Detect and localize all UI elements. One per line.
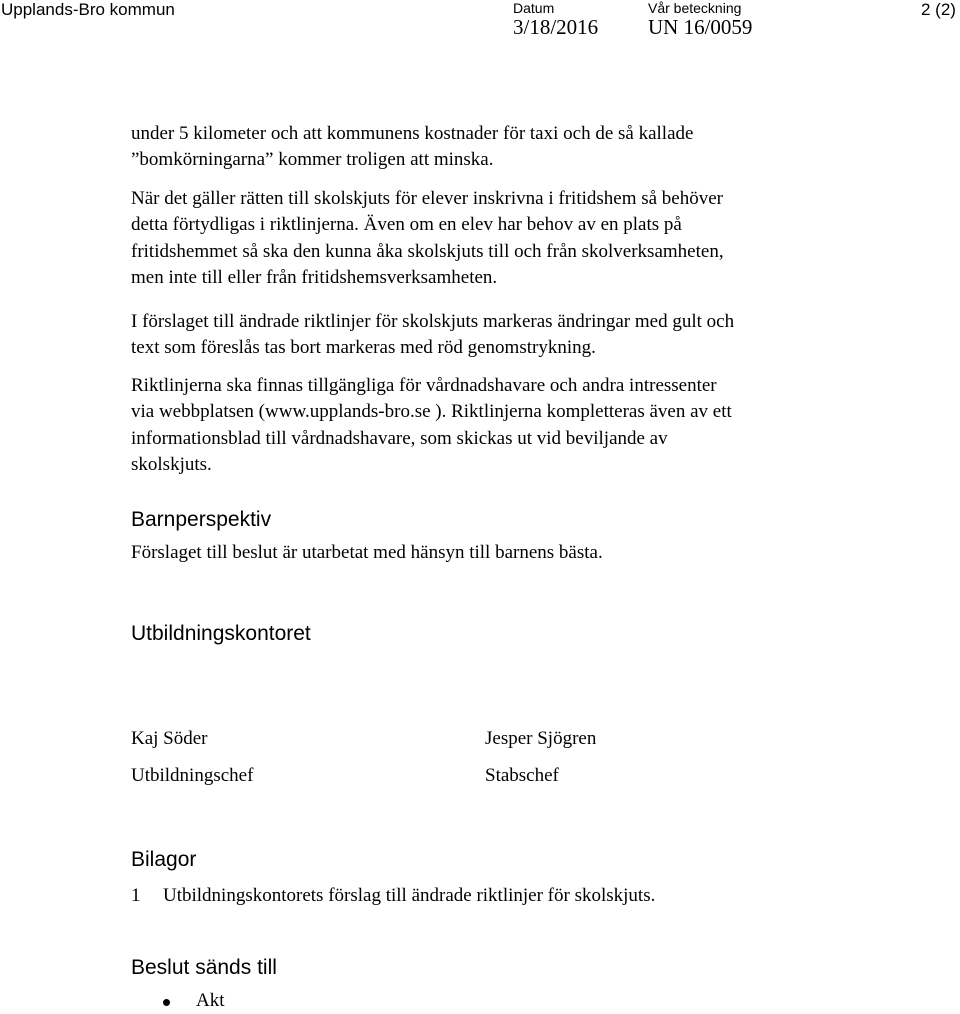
paragraph-line: informationsblad till vårdnadshavare, som skickas ut vid beviljande av [131, 427, 668, 449]
paragraph-forslaget [131, 309, 831, 362]
signature-name: Jesper Sjögren [485, 728, 597, 749]
beslut-heading: Beslut sänds till [131, 956, 277, 979]
barnperspektiv-text: Förslaget till beslut är utarbetat med hänsyn till barnens bästa. [131, 542, 603, 563]
bilagor-heading: Bilagor [131, 848, 197, 871]
paragraph-line: När det gäller rätten till skolskjuts för elever inskrivna i fritidshem så behöver [131, 188, 723, 209]
paragraph-kilometer [131, 121, 831, 174]
paragraph-line: under 5 kilometer och att kommunens kostnader för taxi och de så kallade [131, 123, 694, 144]
paragraph-line: via webbplatsen (www.upplands-bro.se ). Riktlinjerna kompletteras även av ett [131, 401, 732, 423]
paragraph-line: I förslaget till ändrade riktlinjer för skolskjuts markeras ändringar med gult och [131, 311, 735, 332]
paragraph-line: men inte till eller från fritidshemsverksamheten. [131, 267, 498, 289]
signature-title: Stabschef [485, 765, 559, 786]
signature-title: Utbildningschef [131, 765, 254, 786]
paragraph-line: skolskjuts. [131, 454, 212, 476]
attachment-number: 1 [131, 885, 141, 906]
page-number: 2 (2) [921, 0, 956, 19]
reference-value: UN 16/0059 [648, 15, 753, 39]
date-label: Datum [513, 0, 555, 16]
signature-name: Kaj Söder [131, 728, 208, 749]
paragraph-line: text som föreslås tas bort markeras med röd genomstrykning. [131, 337, 596, 359]
bullet-icon [163, 999, 170, 1006]
paragraph-fritidshem [131, 186, 831, 292]
paragraph-riktlinjerna [131, 373, 831, 479]
paragraph-line: Riktlinjerna ska finnas tillgängliga för vårdnadshavare och andra intressenter [131, 375, 717, 396]
paragraph-line: ”bomkörningarna” kommer troligen att minska. [131, 149, 494, 171]
barnperspektiv-heading: Barnperspektiv [131, 508, 272, 531]
recipient-item: Akt [196, 990, 225, 1011]
reference-label: Vår beteckning [648, 0, 742, 16]
date-value: 3/18/2016 [513, 15, 599, 39]
attachment-text: Utbildningskontorets förslag till ändrade riktlinjer för skolskjuts. [163, 885, 656, 906]
paragraph-line: fritidshemmet så ska den kunna åka skolskjuts till och från skolverksamheten, [131, 240, 724, 262]
organization-name: Upplands-Bro kommun [1, 0, 175, 19]
paragraph-line: detta förtydligas i riktlinjerna. Även om en elev har behov av en plats på [131, 214, 682, 236]
office-heading: Utbildningskontoret [131, 622, 311, 645]
